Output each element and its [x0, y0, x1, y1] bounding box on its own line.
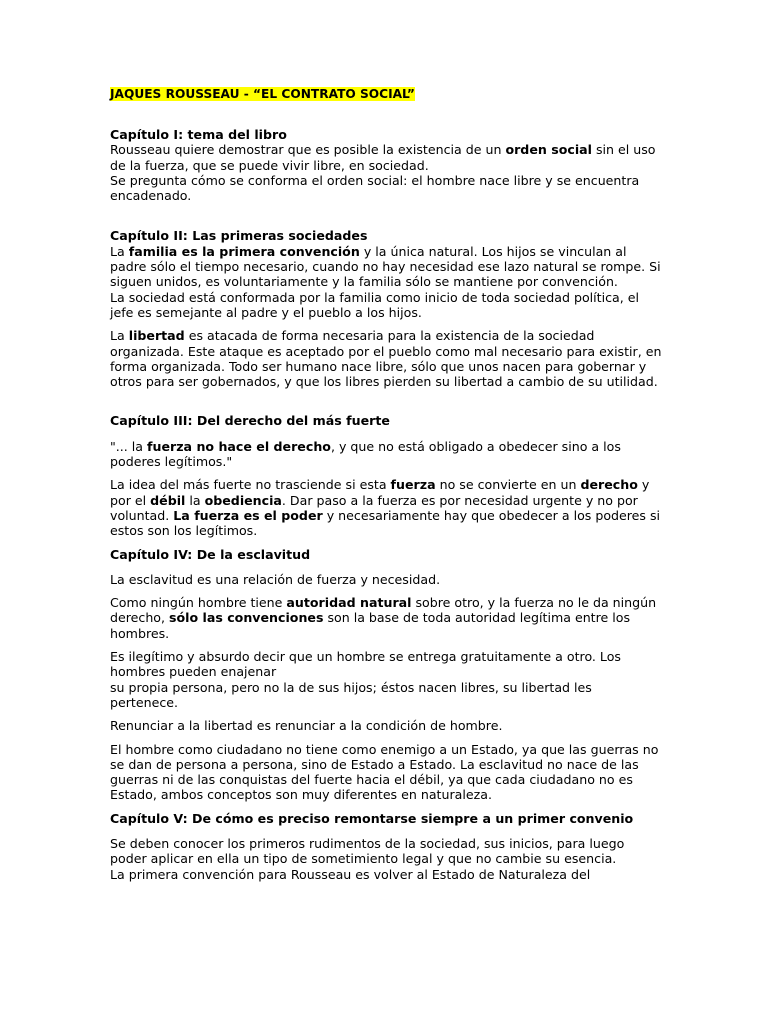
- chapter-2-paragraph-3: [110, 328, 662, 389]
- chapter-3-paragraph-1: [110, 439, 662, 470]
- text-span: y necesariamente hay que obedecer a los poderes si estos son los legítimos.: [110, 507, 661, 539]
- chapter-3-heading: Capítulo III: Del derecho del más fuerte: [110, 413, 390, 429]
- bold-text: obediencia: [204, 492, 282, 508]
- chapter-4-paragraph-3-line-2: su propia persona, pero no la de sus hijos; éstos nacen libres, su libertad les pertenece.: [110, 679, 592, 710]
- text-span: y por el: [110, 477, 650, 508]
- bold-text: fuerza no hace el derecho: [147, 438, 331, 454]
- chapter-2-heading: Capítulo II: Las primeras sociedades: [110, 228, 368, 244]
- document-title: JAQUES ROUSSEAU - “EL CONTRATO SOCIAL”: [110, 87, 415, 101]
- text-span: Como ningún hombre tiene: [110, 595, 287, 611]
- text-span: y la única natural. Los hijos se vinculan al padre sólo el tiempo necesario, cuando no hay necesidad ese lazo natural se rompe. Si siguen unidos, es voluntariamente y la familia sólo se mantiene por convención.: [110, 243, 661, 290]
- chapter-5-paragraph-2: La primera convención para Rousseau es volver al Estado de Naturaleza del: [110, 866, 591, 882]
- text-span: La idea del más fuerte no trasciende si esta: [110, 477, 391, 493]
- text-span: Rousseau quiere demostrar que es posible la existencia de un: [110, 142, 506, 158]
- bold-text: sólo las convenciones: [169, 610, 324, 626]
- text-span: sin el uso de la fuerza, que se puede vivir libre, en sociedad.: [110, 142, 656, 173]
- text-span: es atacada de forma necesaria para la existencia de la sociedad organizada. Este ataque es aceptado por el pueblo como mal necesario para existir, en forma organizada. Todo ser humano nace libre, sólo que unos nacen para gobernar y otros para ser gobernados, y que los libres pierden su libertad a cambio de su utilidad.: [110, 328, 662, 390]
- text-span: , y que no está obligado a obedecer sino a los poderes legítimos.": [110, 438, 621, 470]
- bold-text: derecho: [580, 477, 638, 493]
- chapter-1-paragraph-1: [110, 142, 662, 173]
- bold-text: autoridad natural: [286, 595, 412, 611]
- chapter-5-heading: Capítulo V: De cómo es preciso remontarse siempre a un primer convenio: [110, 810, 634, 826]
- document-title-line: [110, 85, 662, 103]
- text-span: La: [110, 243, 129, 259]
- text-span: La: [110, 328, 129, 344]
- text-span: no se convierte en un: [435, 477, 581, 493]
- bold-text: La fuerza es el poder: [173, 507, 323, 523]
- text-span: sobre otro, y la fuerza no le da ningún derecho,: [110, 595, 657, 626]
- text-span: la: [185, 492, 205, 508]
- chapter-4-paragraph-1: La esclavitud es una relación de fuerza y necesidad.: [110, 571, 441, 587]
- chapter-1-paragraph-2: Se pregunta cómo se conforma el orden social: el hombre nace libre y se encuentra encadenado.: [110, 172, 640, 204]
- chapter-4-paragraph-2: [110, 595, 662, 641]
- chapter-3-paragraph-2: [110, 477, 662, 538]
- text-span: son la base de toda autoridad legítima entre los hombres.: [110, 610, 631, 641]
- bold-text: orden social: [505, 142, 592, 158]
- chapter-5-paragraph-1: Se deben conocer los primeros rudimentos de la sociedad, sus inicios, para luego poder aplicar en ella un tipo de sometimiento legal y que no cambie su esencia.: [110, 835, 625, 867]
- chapter-4-paragraph-3-line-1: Es ilegítimo y absurdo decir que un hombre se entrega gratuitamente a otro. Los hombres pueden enajenar: [110, 649, 621, 680]
- bold-text: fuerza: [390, 477, 436, 493]
- bold-text: libertad: [128, 328, 185, 344]
- chapter-2-paragraph-2: La sociedad está conformada por la familia como inicio de toda sociedad política, el jefe es semejante al padre y el pueblo a los hijos.: [110, 289, 639, 320]
- text-span: . Dar paso a la fuerza es por necesidad urgente y no por voluntad.: [110, 492, 638, 523]
- text-span: "... la: [110, 438, 148, 454]
- chapter-2-paragraph-1: [110, 244, 662, 290]
- document-page: [110, 85, 662, 882]
- chapter-4-heading: Capítulo IV: De la esclavitud: [110, 546, 311, 562]
- chapter-4-paragraph-4: Renunciar a la libertad es renunciar a la condición de hombre.: [110, 718, 503, 734]
- bold-text: débil: [150, 492, 186, 508]
- chapter-4-paragraph-5: El hombre como ciudadano no tiene como enemigo a un Estado, ya que las guerras no se dan de persona a persona, sino de Estado a Estado. La esclavitud no nace de las guerras ni de las conquistas del fuerte hacia el débil, ya que cada ciudadano no es Estado, ambos conceptos son muy diferentes en naturaleza.: [110, 741, 659, 803]
- chapter-1-heading: Capítulo I: tema del libro: [110, 127, 287, 142]
- bold-text: familia es la primera convención: [128, 243, 360, 259]
